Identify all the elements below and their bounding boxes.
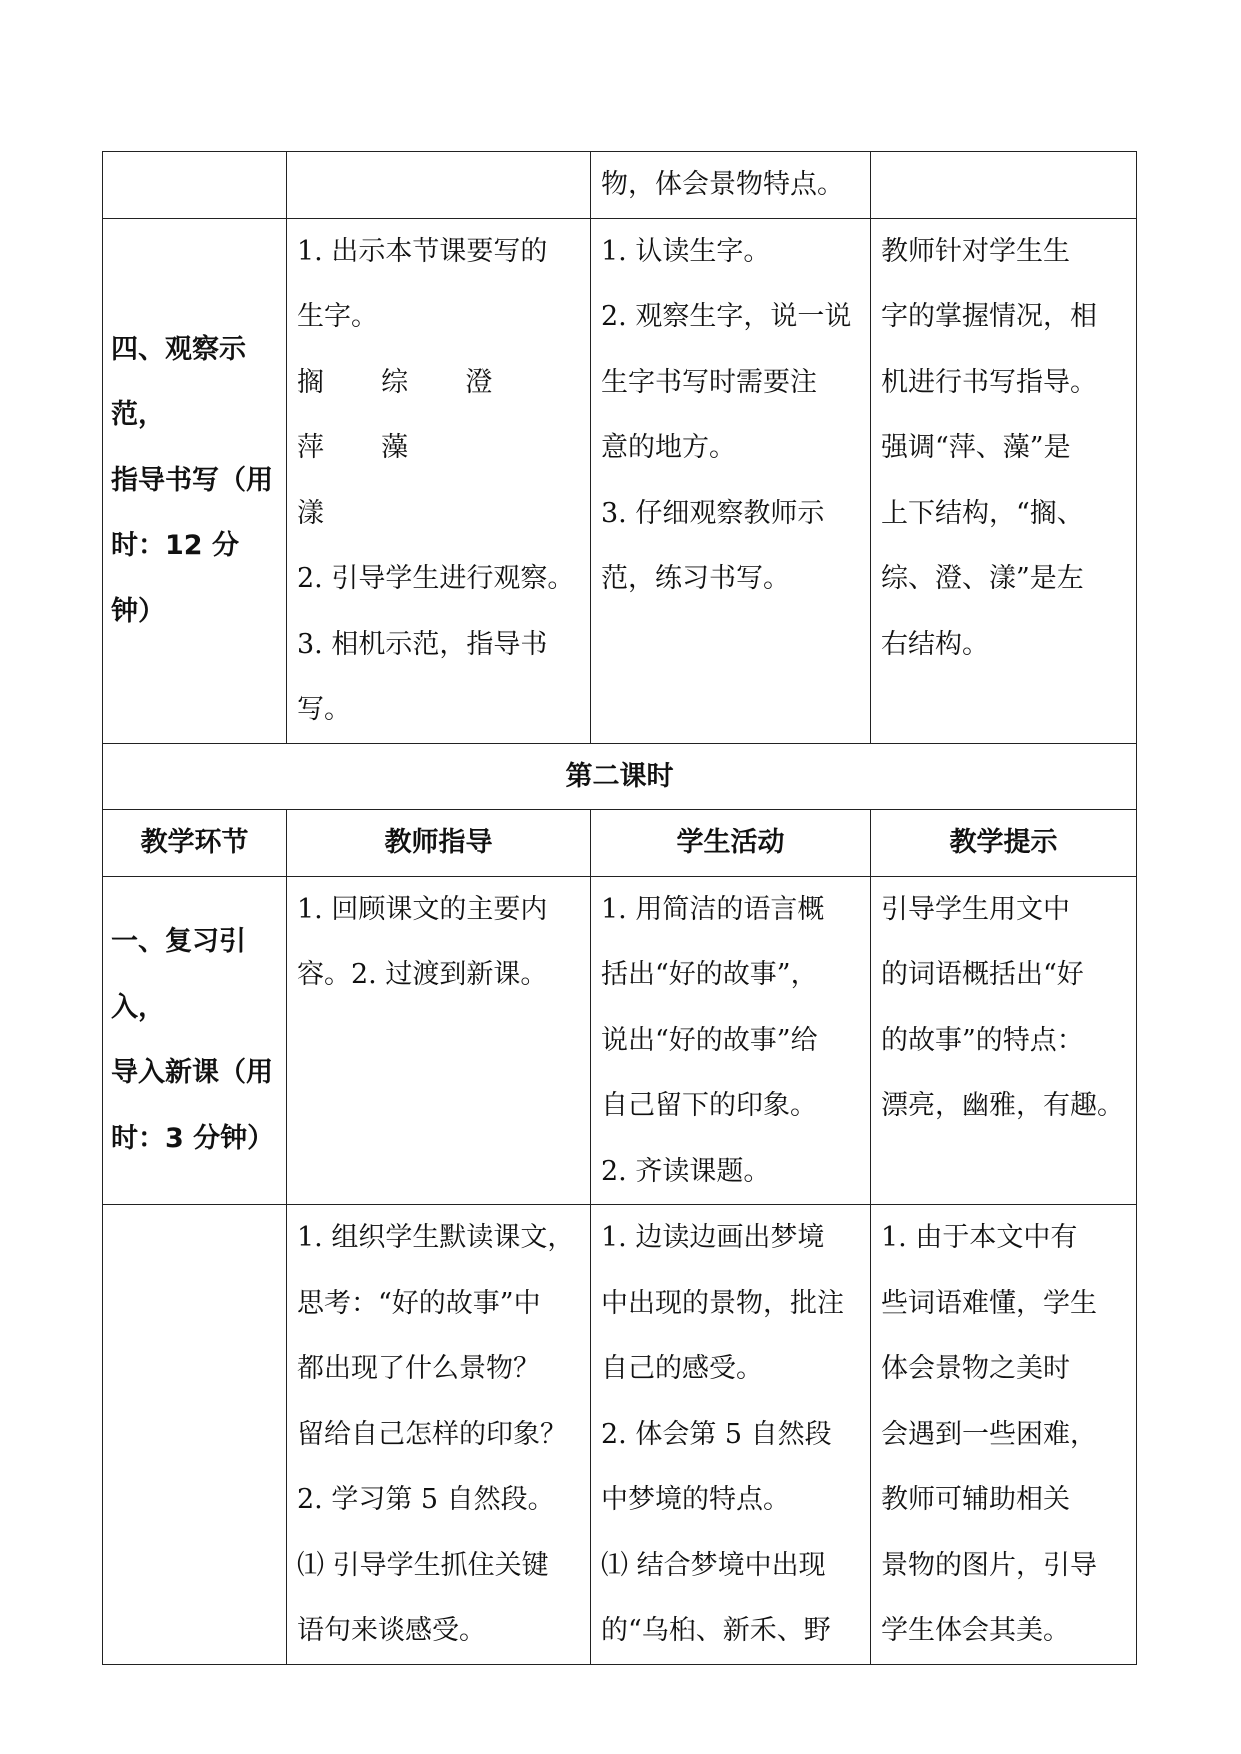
teacher-text: 容。2. 过渡到新课。 (297, 959, 548, 990)
student-text: 范，练习书写。 (601, 563, 790, 594)
column-header: 教学环节 (103, 810, 287, 877)
stage-cell (103, 152, 287, 219)
stage-text: 四、观察示范， (111, 333, 246, 431)
teacher-text: 思考：“好的故事”中 (297, 1287, 541, 1319)
student-text: 3. 仔细观察教师示 (601, 497, 825, 529)
lesson-plan-table (102, 151, 1137, 1665)
teacher-text: 1. 出示本节课要写的 (297, 235, 548, 267)
tip-text: 些词语难懂，学生 (881, 1287, 1097, 1319)
table-row (103, 876, 1137, 1205)
tip-text: 字的掌握情况，相 (881, 301, 1097, 332)
table-row (103, 152, 1137, 219)
student-cell (591, 218, 871, 743)
header-row (103, 810, 1137, 877)
teacher-cell (287, 876, 591, 1205)
student-text: 1. 用简洁的语言概 (601, 893, 825, 925)
tip-cell (871, 876, 1137, 1205)
stage-text: 时：12 分钟） (111, 530, 239, 627)
student-text: 1. 认读生字。 (601, 235, 771, 267)
student-text: ⑴ 结合梦境中出现 (601, 1549, 826, 1581)
student-text: 中梦境的特点。 (601, 1484, 790, 1515)
stage-cell (103, 1205, 287, 1665)
teacher-text: 2. 引导学生进行观察。 (297, 563, 575, 594)
tip-text: 1. 由于本文中有 (881, 1222, 1078, 1253)
stage-text: 时：3 分钟） (111, 1122, 275, 1154)
stage-text: 指导书写（用 (111, 464, 273, 496)
tip-text: 引导学生用文中 (881, 893, 1070, 925)
student-text: 意的地方。 (601, 432, 736, 463)
tip-text: 教师针对学生生 (881, 235, 1070, 267)
teacher-text: 语句来谈感受。 (297, 1615, 486, 1646)
student-text: 中出现的景物，批注 (601, 1287, 844, 1319)
tip-cell (871, 1205, 1137, 1665)
tip-text: 右结构。 (881, 628, 989, 660)
student-text: 物，体会景物特点。 (601, 169, 844, 200)
teacher-cell (287, 152, 591, 219)
student-text: 2. 体会第 5 自然段 (601, 1418, 832, 1450)
tip-cell (871, 152, 1137, 219)
teacher-text: 1. 组织学生默读课文， (297, 1222, 575, 1253)
student-text: 生字书写时需要注 (601, 366, 817, 398)
teacher-text: 漾 (297, 497, 324, 529)
teacher-text: 2. 学习第 5 自然段。 (297, 1484, 555, 1515)
table-row (103, 218, 1137, 743)
teacher-cell (287, 1205, 591, 1665)
tip-text: 上下结构，“搁、 (881, 497, 1084, 529)
stage-cell (103, 876, 287, 1205)
teacher-cell (287, 218, 591, 743)
table-row (103, 1205, 1137, 1665)
student-text: 1. 边读边画出梦境 (601, 1222, 825, 1253)
student-text: 括出“好的故事”， (601, 959, 818, 990)
student-text: 自己的感受。 (601, 1353, 763, 1384)
student-text: 2. 观察生字，说一说 (601, 301, 852, 332)
tip-text: 教师可辅助相关 (881, 1484, 1070, 1515)
student-text: 的“乌桕、新禾、野 (601, 1615, 831, 1646)
tip-text: 强调“萍、藻”是 (881, 432, 1071, 463)
student-text: 说出“好的故事”给 (601, 1024, 818, 1056)
tip-text: 综、澄、漾”是左 (881, 563, 1084, 594)
section-title: 第二课时 (103, 743, 1137, 810)
teacher-text: 1. 回顾课文的主要内 (297, 893, 548, 925)
tip-text: 景物的图片，引导 (881, 1549, 1097, 1581)
stage-text: 一、复习引入， (111, 926, 246, 1023)
student-text: 2. 齐读课题。 (601, 1155, 771, 1187)
student-cell (591, 1205, 871, 1665)
teacher-text: 都出现了什么景物？ (297, 1353, 540, 1384)
column-header: 学生活动 (591, 810, 871, 877)
column-header: 教师指导 (287, 810, 591, 877)
student-cell (591, 152, 871, 219)
tip-cell (871, 218, 1137, 743)
column-header: 教学提示 (871, 810, 1137, 877)
tip-text: 漂亮，幽雅，有趣。 (881, 1090, 1124, 1121)
stage-text: 导入新课（用 (111, 1057, 273, 1089)
student-cell (591, 876, 871, 1205)
teacher-text: 生字。 (297, 301, 378, 332)
tip-text: 体会景物之美时 (881, 1353, 1070, 1384)
stage-cell (103, 218, 287, 743)
teacher-text: 3. 相机示范，指导书写。 (297, 628, 548, 725)
teacher-text: 留给自己怎样的印象？ (297, 1418, 567, 1450)
teacher-text: 搁 综 澄 萍 藻 (297, 366, 517, 463)
section-row (103, 743, 1137, 810)
student-text: 自己留下的印象。 (601, 1090, 817, 1121)
tip-text: 的故事”的特点： (881, 1024, 1084, 1056)
teacher-text: ⑴ 引导学生抓住关键 (297, 1549, 549, 1581)
tip-text: 的词语概括出“好 (881, 959, 1084, 990)
tip-text: 会遇到一些困难， (881, 1418, 1097, 1450)
tip-text: 机进行书写指导。 (881, 366, 1097, 398)
tip-text: 学生体会其美。 (881, 1615, 1070, 1646)
